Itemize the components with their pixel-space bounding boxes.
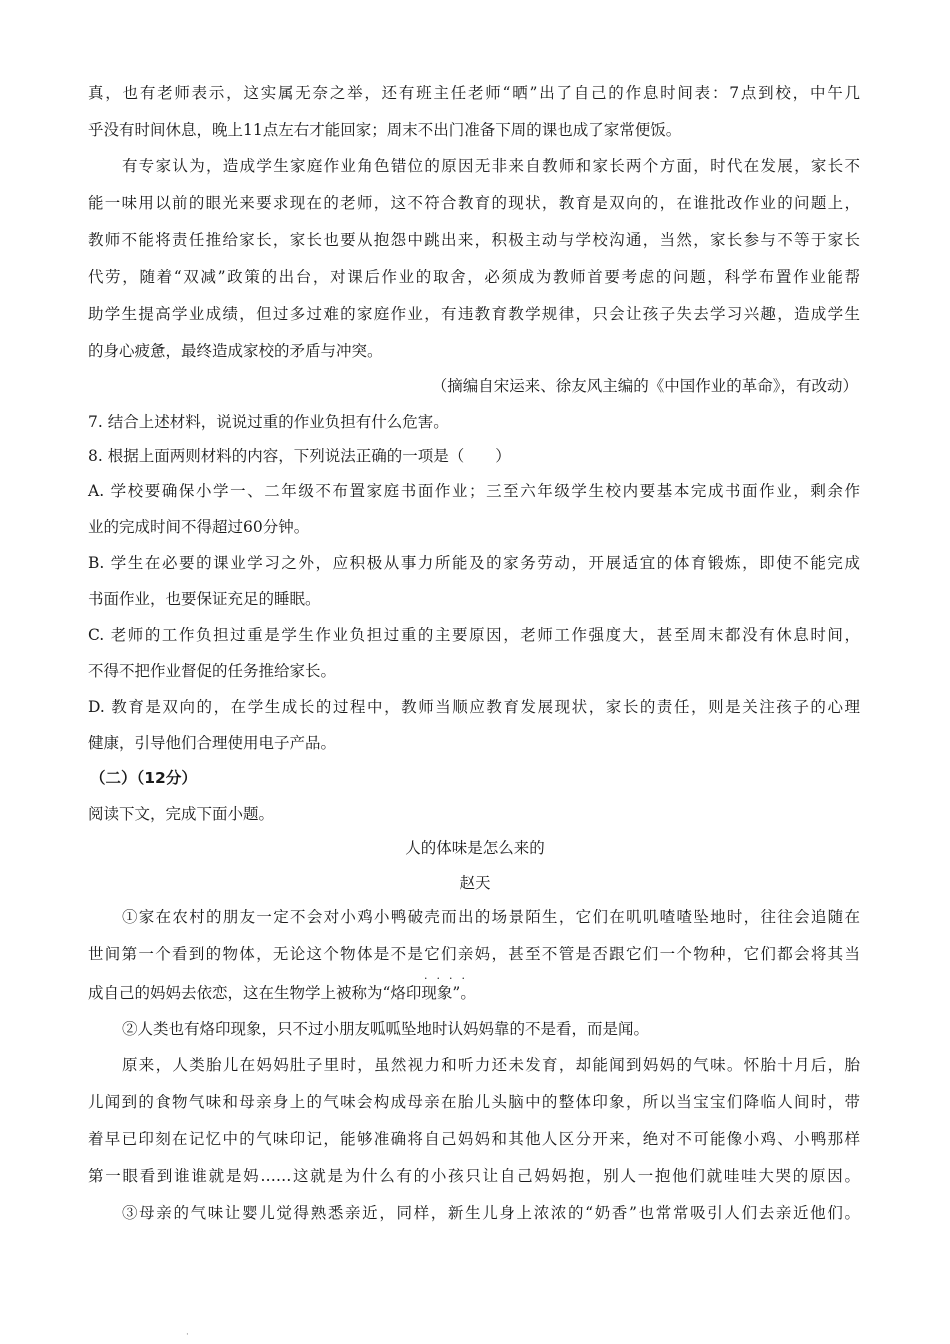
reading-instruction: 阅读下文，完成下面小题。 <box>88 805 275 823</box>
option-c: C. 老师的工作负担过重是学生作业负担过重的主要原因，老师工作强度大，甚至周末都没有休息时间， <box>88 626 860 644</box>
option-c-cont: 不得不把作业督促的任务推给家长。 <box>88 662 337 680</box>
expert-paragraph-line: 教师不能将责任推给家长，家长也要从抱怨中跳出来，积极主动与学校沟通，当然，家长参与不等于家长 <box>88 231 860 249</box>
article-paragraph-line: 原来，人类胎儿在妈妈肚子里时，虽然视力和听力还未发育，却能闻到妈妈的气味。怀胎十月后，胎 <box>122 1056 860 1074</box>
article-paragraph-line: 第一眼看到谁谁就是妈……这就是为什么有的小孩只让自己妈妈抱，别人一抱他们就哇哇大哭的原因。 <box>88 1167 860 1185</box>
article-title: 人的体味是怎么来的 <box>405 839 545 857</box>
article-paragraph-line: 世间第一个看到的物体，无论这个物体是不是它们亲妈，甚至不管是否跟它们一个物种，它们都会将其当 <box>88 945 860 963</box>
option-a: A. 学校要确保小学一、二年级不布置家庭书面作业；三至六年级学生校内要基本完成书面作业，剩余作 <box>88 482 860 500</box>
question-7: 7. 结合上述材料，说说过重的作业负担有什么危害。 <box>88 413 449 431</box>
passage1-line: 乎没有时间休息，晚上11点左右才能回家；周末不出门准备下周的课也成了家常便饭。 <box>88 121 682 139</box>
passage1-line: 真，也有老师表示，这实属无奈之举，还有班主任老师“晒”出了自己的作息时间表：7点到校，中午几 <box>88 84 860 102</box>
article-paragraph-line: ③母亲的气味让婴儿觉得熟悉亲近，同样，新生儿身上浓浓的“奶香”也常常吸引人们去亲近他们。 <box>122 1204 860 1222</box>
source-citation: （摘编自宋运来、徐友风主编的《中国作业的革命》，有改动） <box>431 377 858 395</box>
footer-mark: · <box>186 1330 189 1340</box>
option-b-cont: 书面作业，也要保证充足的睡眠。 <box>88 590 321 608</box>
option-a-cont: 业的完成时间不得超过60分钟。 <box>88 518 310 536</box>
article-paragraph-line: 成自己的妈妈去依恋，这在生物学上被称为“烙印现象”。 <box>88 984 476 1002</box>
option-d: D. 教育是双向的，在学生成长的过程中，教师当顺应教育发展现状，家长的责任，则是关注孩子的心理 <box>88 698 860 716</box>
expert-paragraph-line: 的身心疲惫，最终造成家校的矛盾与冲突。 <box>88 342 383 360</box>
section-heading: （二）（12分） <box>90 769 197 787</box>
article-paragraph-line: 着早已印刻在记忆中的气味印记，能够准确将自己妈妈和其他人区分开来，绝对不可能像小鸡、小鸭那样 <box>88 1130 860 1148</box>
emphasis-dots: ···· <box>424 972 474 985</box>
expert-paragraph-line: 能一味用以前的眼光来要求现在的老师，这不符合教育的现状，教育是双向的，在谁批改作业的问题上， <box>88 194 860 212</box>
article-paragraph-line: ①家在农村的朋友一定不会对小鸡小鸭破壳而出的场景陌生，它们在叽叽喳喳坠地时，往往会追随在 <box>122 908 860 926</box>
question-8: 8. 根据上面两则材料的内容，下列说法正确的一项是（ ） <box>88 447 511 465</box>
expert-paragraph-line: 有专家认为，造成学生家庭作业角色错位的原因无非来自教师和家长两个方面，时代在发展，家长不 <box>122 157 860 175</box>
article-paragraph-line: ②人类也有烙印现象，只不过小朋友呱呱坠地时认妈妈靠的不是看，而是闻。 <box>122 1020 650 1038</box>
expert-paragraph-line: 代劳，随着“双减”政策的出台，对课后作业的取舍，必须成为教师首要考虑的问题，科学布置作业能帮 <box>88 268 860 286</box>
article-paragraph-line: 儿闻到的食物气味和母亲身上的气味会构成母亲在胎儿头脑中的整体印象，所以当宝宝们降临人间时，带 <box>88 1093 860 1111</box>
option-b: B. 学生在必要的课业学习之外，应积极从事力所能及的家务劳动，开展适宜的体育锻炼，即使不能完成 <box>88 554 860 572</box>
article-author: 赵天 <box>459 874 491 892</box>
option-d-cont: 健康，引导他们合理使用电子产品。 <box>88 734 337 752</box>
expert-paragraph-line: 助学生提高学业成绩，但过多过难的家庭作业，有违教育教学规律，只会让孩子失去学习兴趣，造成学生 <box>88 305 860 323</box>
